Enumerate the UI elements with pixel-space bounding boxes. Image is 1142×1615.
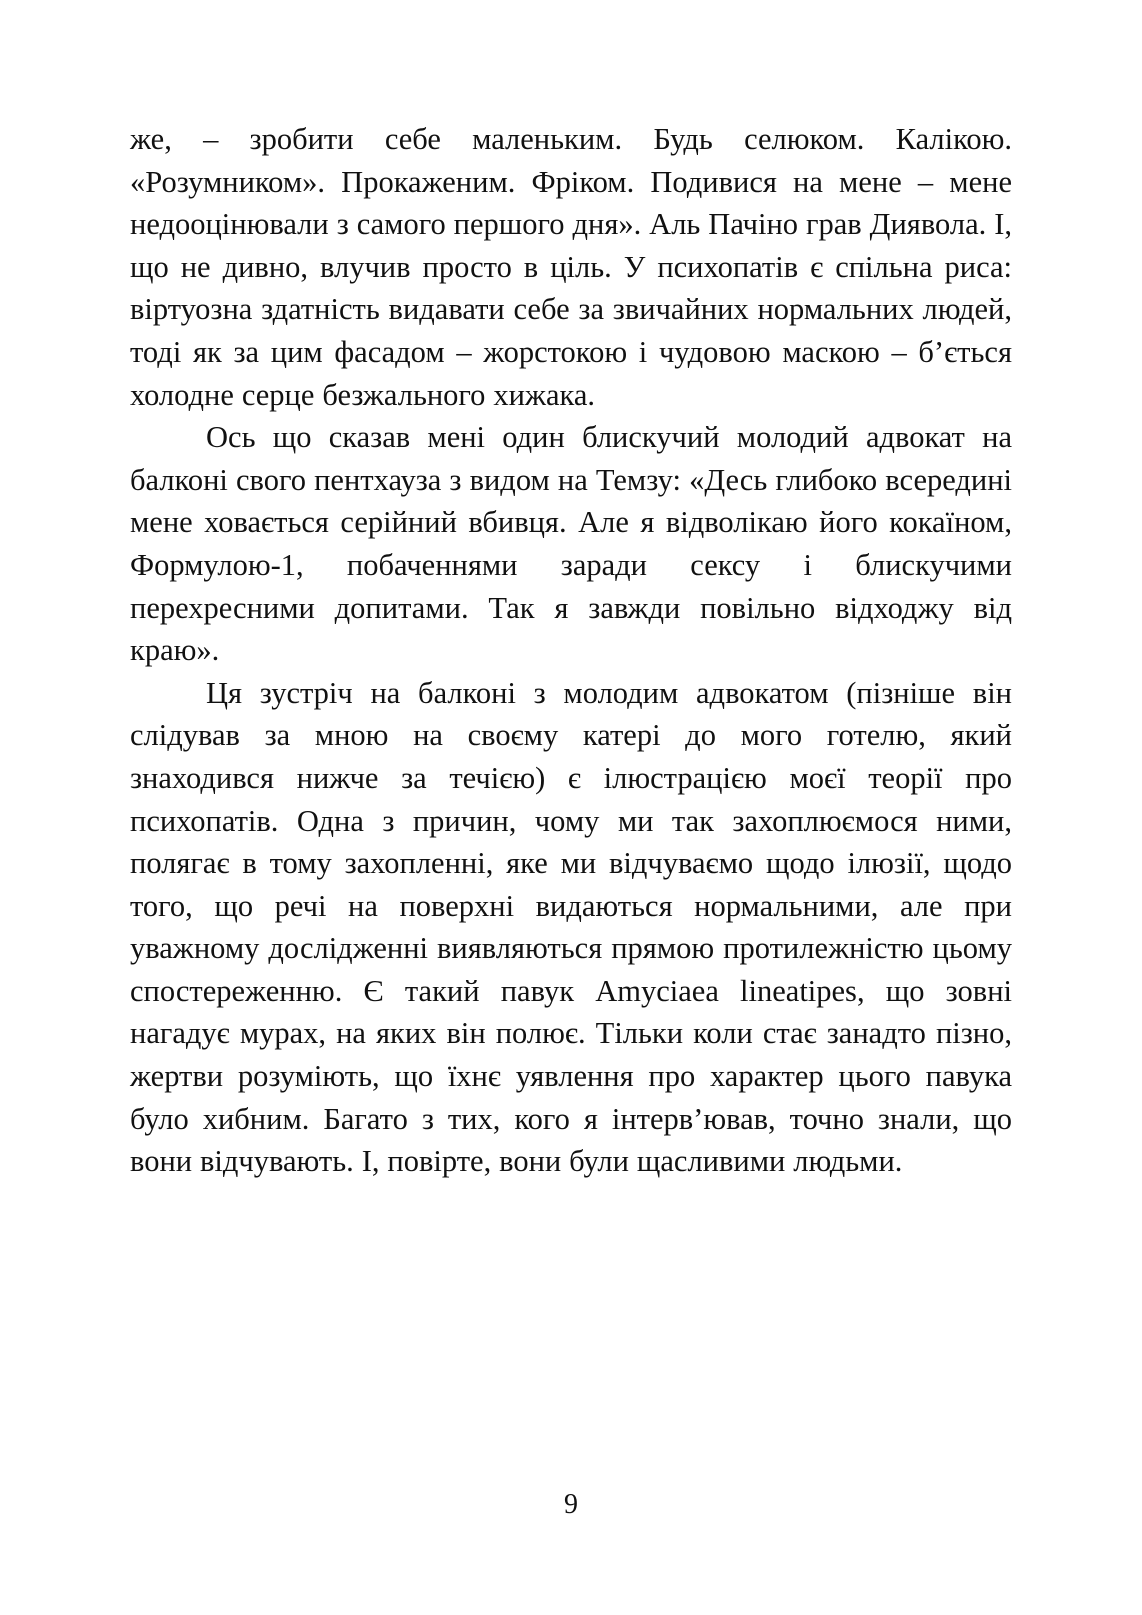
body-paragraph-3 <box>130 672 1012 1183</box>
paragraph-3-text-after-species: , що зовні нагадує мурах, на яких він полює. Тільки коли стає занадто пізно, жертви розуміють, що їхнє уявлення про характер цього павука було хибним. Багато з тих, кого я інтерв’ював, точно знали, що вони відчувають. І, повірте, вони були щасливими людьми. <box>130 973 1013 1179</box>
paragraph-3-text-before-species: Ця зустріч на балконі з молодим адвокатом (пізніше він слідував за мною на своєму катері до мого готелю, який знаходився нижче за течією) є ілюстрацією моєї теорії про психопатів. Одна з причин, чому ми так захоплюємося ними, полягає в тому захопленні, яке ми відчуваємо щодо ілюзії, щодо того, що речі на поверхні видаються нормальними, але при уважному дослідженні виявляються прямою протилежністю цьому спостереженню. Є такий павук <box>130 675 1012 1008</box>
body-paragraph-1: же, – зробити себе маленьким. Будь селюком. Калікою. «Розумником». Прокаженим. Фріком. Подивися на мене – мене недооцінювали з самого першого дня». Аль Пачіно грав Диявола. І, що не дивно, влучив просто в ціль. У психопатів є спільна риса: віртуозна здатність видавати себе за звичайних нормальних людей, тоді як за цим фасадом – жорстокою і чудовою маскою – б’ється холодне серце безжального хижака. <box>130 122 1012 412</box>
page-number: 9 <box>564 1489 578 1520</box>
page-text-block <box>130 118 1012 1183</box>
species-name-amyciaea-lineatipes: Amyciaea lineatipes <box>595 973 857 1008</box>
body-paragraph-2: Ось що сказав мені один блискучий молодий адвокат на балконі свого пентхауза з видом на Темзу: «Десь глибоко всередині мене ховається серійний вбивця. Але я відволікаю його кокаїном, Формулою-1, побаченнями заради сексу і блискучими перехресними допитами. Так я завжди повільно відходжу від краю». <box>130 420 1012 668</box>
